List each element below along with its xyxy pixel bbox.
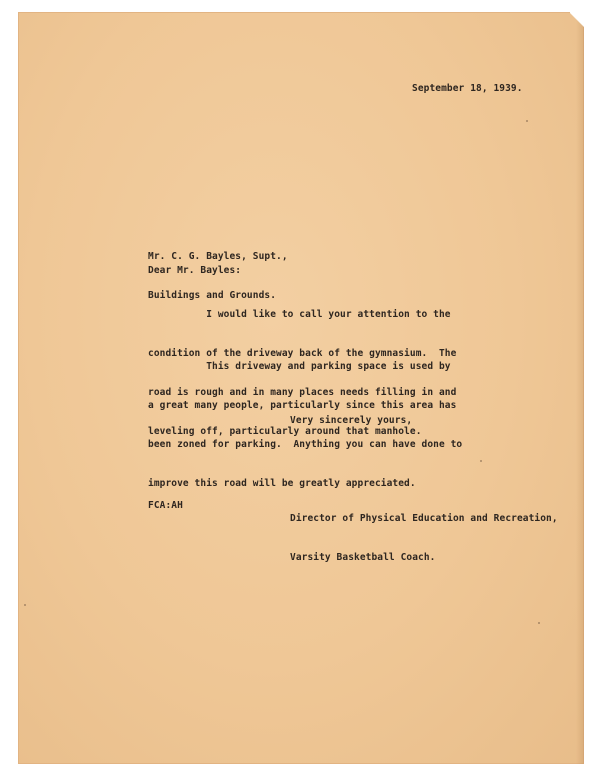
paragraph-line: been zoned for parking. Anything you can have done to xyxy=(148,439,463,450)
signature-title-line-1: Director of Physical Education and Recreation, xyxy=(290,513,558,524)
letter-date: September 18, 1939. xyxy=(412,83,523,94)
torn-corner xyxy=(570,12,584,28)
salutation: Dear Mr. Bayles: xyxy=(148,265,242,276)
paragraph-line: a great many people, particularly since this area has xyxy=(148,400,457,411)
reference-initials: FCA:AH xyxy=(148,500,183,511)
signature-title-line-2: Varsity Basketball Coach. xyxy=(290,552,436,563)
paper-speck xyxy=(526,120,528,122)
paragraph-line: This driveway and parking space is used by xyxy=(148,361,451,372)
complimentary-close: Very sincerely yours, xyxy=(290,415,413,426)
letter-page xyxy=(18,12,584,764)
signature-block xyxy=(290,486,558,590)
paper-speck xyxy=(480,460,482,462)
paragraph-line: improve this road will be greatly appreciated. xyxy=(148,478,416,489)
page-edge-shadow xyxy=(576,12,584,764)
paper-speck xyxy=(24,604,26,606)
paragraph-line: I would like to call your attention to the xyxy=(148,309,451,320)
recipient-line-1: Mr. C. G. Bayles, Supt., xyxy=(148,251,288,262)
paragraph-line: leveling off, particularly around that manhole. xyxy=(148,426,422,437)
paragraph-line: road is rough and in many places needs filling in and xyxy=(148,387,457,398)
paper-speck xyxy=(538,622,540,624)
paragraph-line: condition of the driveway back of the gymnasium. The xyxy=(148,348,457,359)
recipient-line-2: Buildings and Grounds. xyxy=(148,290,277,301)
